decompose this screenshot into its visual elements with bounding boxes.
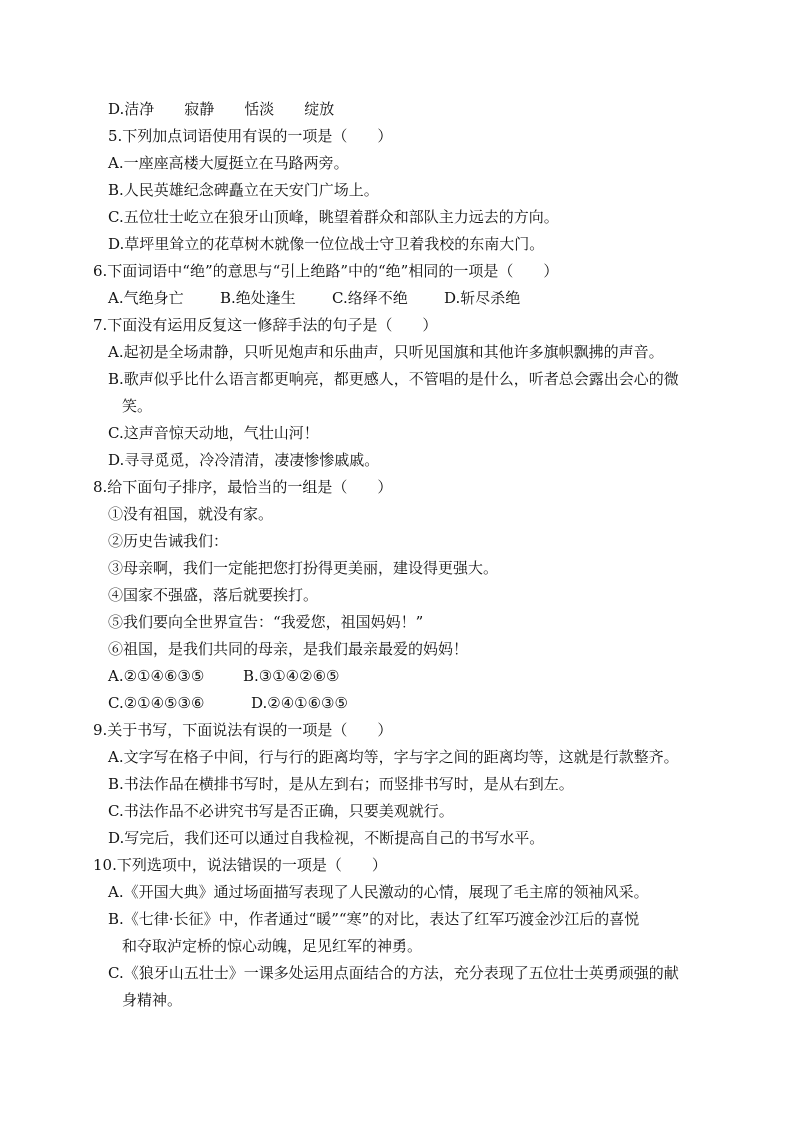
q8-sentence-1: ①没有祖国，就没有家。: [108, 505, 274, 523]
q7-option-d: D.寻寻觅觅，冷冷清清，凄凄惨惨戚戚。: [108, 451, 380, 469]
q8-stem: 8.给下面句子排序，最恰当的一组是（ ）: [93, 478, 393, 496]
q8-sentence-3: ③母亲啊，我们一定能把您打扮得更美丽，建设得更强大。: [108, 559, 499, 577]
q9-option-c: C.书法作品不必讲究书写是否正确，只要美观就行。: [108, 802, 454, 820]
q5-option-a: A.一座座高楼大厦挺立在马路两旁。: [108, 154, 349, 172]
q4-option-d: D.洁净 寂静 恬淡 绽放: [108, 100, 335, 118]
q8-sentence-5: ⑤我们要向全世界宣告：“我爱您，祖国妈妈！”: [108, 613, 424, 631]
q10-option-c-line1: C.《狼牙山五壮士》一课多处运用点面结合的方法，充分表现了五位壮士英勇顽强的献: [108, 964, 679, 982]
q8-sentence-2: ②历史告诫我们：: [108, 532, 229, 550]
q8-option-b: B.③①④②⑥⑤: [243, 667, 340, 685]
q8-options-row-1: [108, 666, 339, 686]
q7-option-b-line2: 笑。: [122, 397, 153, 415]
q7-option-a: A.起初是全场肃静，只听见炮声和乐曲声，只听见国旗和其他许多旗帜飘拂的声音。: [108, 343, 664, 361]
q10-option-b-line2: 和夺取泸定桥的惊心动魄，足见红军的神勇。: [122, 937, 423, 955]
q6-options: [108, 288, 520, 308]
q5-option-c: C.五位壮士屹立在狼牙山顶峰，眺望着群众和部队主力远去的方向。: [108, 208, 559, 226]
q9-option-d: D.写完后，我们还可以通过自我检视，不断提高自己的书写水平。: [108, 829, 545, 847]
q8-options-row-2: [108, 693, 348, 713]
q7-option-c: C.这声音惊天动地，气壮山河！: [108, 424, 319, 442]
q5-stem: 5.下列加点词语使用有误的一项是（ ）: [108, 127, 393, 145]
q10-option-b-line1: B.《七律·长征》中，作者通过“暖”“寒”的对比，表达了红军巧渡金沙江后的喜悦: [108, 910, 640, 928]
q6-option-d: D.斩尽杀绝: [444, 289, 521, 307]
q10-option-a: A.《开国大典》通过场面描写表现了人民激动的心情，展现了毛主席的领袖风采。: [108, 883, 649, 901]
q7-option-b-line1: B.歌声似乎比什么语言都更响亮，都更感人，不管唱的是什么，听者总会露出会心的微: [108, 370, 679, 388]
q5-option-b: B.人民英雄纪念碑矗立在天安门广场上。: [108, 181, 379, 199]
q9-option-b: B.书法作品在横排书写时，是从左到右；而竖排书写时，是从右到左。: [108, 775, 574, 793]
q7-stem: 7.下面没有运用反复这一修辞手法的句子是（ ）: [93, 316, 438, 334]
q8-sentence-6: ⑥祖国，是我们共同的母亲，是我们最亲最爱的妈妈！: [108, 640, 469, 658]
q8-option-a: A.②①④⑥③⑤: [108, 667, 205, 685]
q9-stem: 9.关于书写，下面说法有误的一项是（ ）: [93, 721, 393, 739]
q6-option-b: B.绝处逢生: [220, 289, 296, 307]
q10-option-c-line2: 身精神。: [122, 991, 183, 1009]
q9-option-a: A.文字写在格子中间，行与行的距离均等，字与字之间的距离均等，这就是行款整齐。: [108, 748, 679, 766]
q6-stem: 6.下面词语中“绝”的意思与“引上绝路”中的“绝”相同的一项是（ ）: [93, 262, 559, 280]
q6-option-a: A.气绝身亡: [108, 289, 184, 307]
q10-stem: 10.下列选项中，说法错误的一项是（ ）: [93, 856, 387, 874]
q8-option-c: C.②①④⑤③⑥: [108, 694, 205, 712]
q6-option-c: C.络绎不绝: [332, 289, 408, 307]
q5-option-d: D.草坪里耸立的花草树木就像一位位战士守卫着我校的东南大门。: [108, 235, 545, 253]
q8-option-d: D.②④①⑥③⑤: [251, 694, 348, 712]
q8-sentence-4: ④国家不强盛，落后就要挨打。: [108, 586, 319, 604]
